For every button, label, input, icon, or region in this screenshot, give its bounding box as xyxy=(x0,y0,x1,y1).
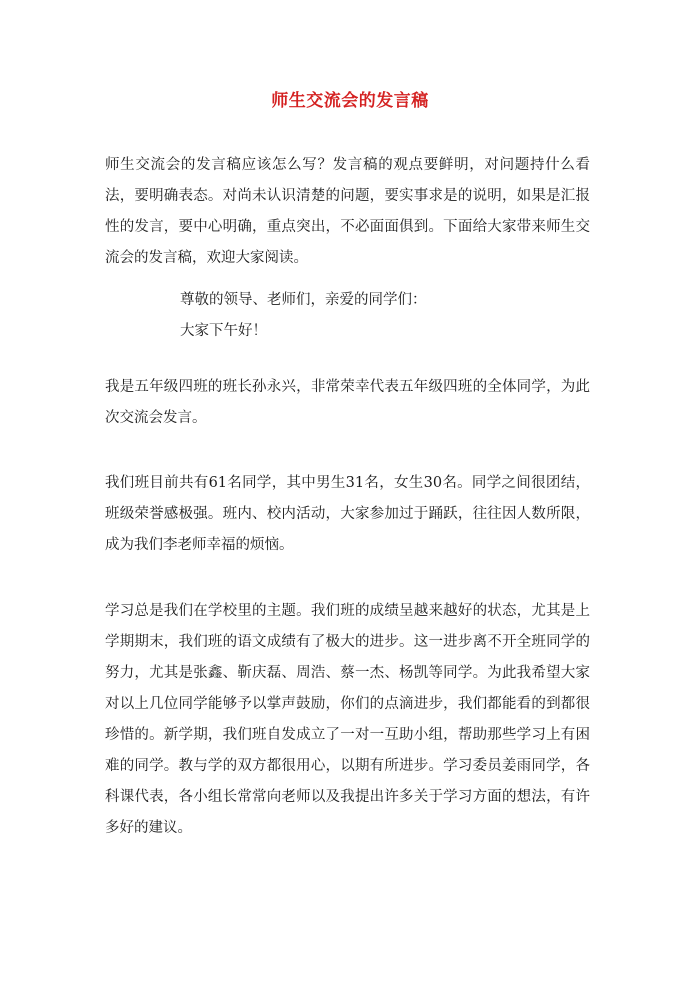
intro-paragraph: 师生交流会的发言稿应该怎么写？发言稿的观点要鲜明，对问题持什么看法，要明确表态。对尚未认识清楚的问题，要实事求是的说明，如果是汇报性的发言，要中心明确，重点突出，不必面面俱到。下面给大家带来师生交流会的发言稿，欢迎大家阅读。 xyxy=(105,157,590,266)
document-title: 师生交流会的发言稿 xyxy=(271,91,429,111)
greeting-line: 大家下午好！ xyxy=(180,323,267,339)
salutation-line: 尊敬的领导、老师们，亲爱的同学们： xyxy=(180,292,427,308)
body-paragraph-class-info: 我们班目前共有61名同学，其中男生31名，女生30名。同学之间很团结，班级荣誉感极强。班内、校内活动，大家参加过于踊跃，往往因人数所限，成为我们李老师幸福的烦恼。 xyxy=(105,475,590,553)
body-paragraph-self-intro: 我是五年级四班的班长孙永兴，非常荣幸代表五年级四班的全体同学，为此次交流会发言。 xyxy=(105,379,590,426)
body-paragraph-study: 学习总是我们在学校里的主题。我们班的成绩呈越来越好的状态，尤其是上学期期末，我们班的语文成绩有了极大的进步。这一进步离不开全班同学的努力，尤其是张鑫、靳庆磊、周浩、蔡一杰、杨凯等同学。为此我希望大家对以上几位同学能够予以掌声鼓励，你们的点滴进步，我们都能看的到都很珍惜的。新学期，我们班自发成立了一对一互助小组，帮助那些学习上有困难的同学。教与学的双方都很用心，以期有所进步。学习委员姜雨同学，各科课代表，各小组长常常向老师以及我提出许多关于学习方面的想法，有许多好的建议。 xyxy=(105,603,590,836)
